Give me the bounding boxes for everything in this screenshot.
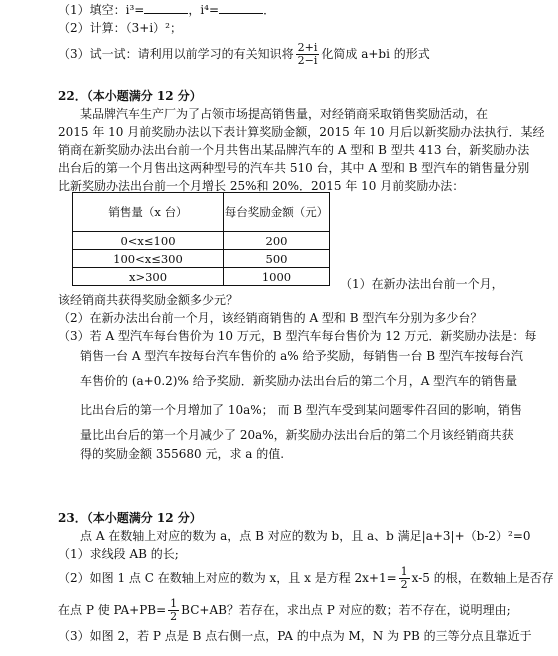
table-row: [73, 250, 330, 268]
q22-body-line: 2015 年 10 月前奖励办法以下表计算奖励金额，2015 年 10 月后以新奖励办法执行．某经: [58, 125, 545, 139]
q21-part3: （3）试一试：请利用以前学习的有关知识将 $\frac{2+i}{2-i}$ 化简成 a+bi 的形式: [58, 41, 430, 67]
q22-part3-line: 比出台后的第一个月增加了 10a%； 而 B 型汽车受到某问题零件召回的影响，销售: [80, 403, 522, 417]
q23-intro: 点 A 在数轴上对应的数为 a，点 B 对应的数为 b，且 a、b 满足|a+3|+（b-2）²=0: [80, 529, 531, 543]
q22-body-line: 销商在新奖励办法出台前一个月共售出某品牌汽车的 A 型和 B 型共 413 台，新奖励办法: [58, 143, 530, 157]
q23-title: 23．（本小题满分 12 分）: [58, 511, 202, 525]
table-cell: 0<x≤100: [73, 232, 224, 250]
q22-part3-line: 销售一台 A 型汽车按每台汽车售价的 a% 给予奖励，每销售一台 B 型汽车按每台汽: [80, 349, 523, 363]
q22-body-line: 某品牌汽车生产厂为了占领市场提高销售量，对经销商采取销售奖励活动，在: [80, 107, 489, 121]
q22-body-line: 比新奖励办法出台前一个月增长 25%和 20%．2015 年 10 月前奖励办法：: [58, 179, 465, 193]
q23-part2-cont: 在点 P 使 PA+PB= $\frac{1}{2}$ BC+AB？若存在，求出点 P 对应的数；若不存在，说明理由;: [58, 597, 511, 623]
q22-part3-line: 量比出台后的第一个月减少了 20a%，新奖励办法出台后的第二个月该经销商共获: [80, 428, 514, 442]
fraction: $\frac{1}{2}$: [400, 565, 408, 591]
reward-table: [72, 192, 330, 286]
answer-blank-2[interactable]: [219, 2, 263, 14]
table-row: [73, 268, 330, 286]
q23-part1: （1）求线段 AB 的长;: [58, 547, 179, 561]
table-cell: 100<x≤300: [73, 250, 224, 268]
fraction: $\frac{1}{2}$: [170, 597, 178, 623]
q21-part2: （2）计算：（3+i）²；: [58, 21, 182, 35]
q22-body-line: 出台后的第一个月售出这两种型号的汽车共 510 台，其中 A 型和 B 型汽车的销售量分别: [58, 161, 530, 175]
fraction: $\frac{2+i}{2-i}$: [297, 41, 318, 67]
q22-title: 22．（本小题满分 12 分）: [58, 89, 202, 103]
q21-part1: （1）填空：i³= ，i⁴= ．: [58, 3, 276, 17]
q22-part3-line: （3）若 A 型汽车每台售价为 10 万元，B 型汽车每台售价为 12 万元．新奖励办法是：每: [58, 329, 537, 343]
table-cell: 1000: [224, 268, 330, 286]
table-cell: 200: [224, 232, 330, 250]
table-header-row: [73, 193, 330, 232]
q23-part2: （2）如图 1 点 C 在数轴上对应的数为 x，且 x 是方程 2x+1= $\frac{1}{2}$ x-5 的根，在数轴上是否存: [58, 565, 554, 591]
q23-part3: （3）如图 2，若 P 点是 B 点右侧一点，PA 的中点为 M，N 为 PB 的三等分点且靠近于: [58, 629, 532, 643]
q22-part1: （1）在新办法出台前一个月，: [340, 277, 504, 291]
answer-blank-1[interactable]: [144, 2, 188, 14]
table-header: 销售量（x 台）: [73, 193, 224, 232]
table-row: [73, 232, 330, 250]
q22-part1-cont: 该经销商共获得奖励金额多少元？: [58, 293, 239, 307]
table-cell: 500: [224, 250, 330, 268]
table-header: 每台奖励金额（元）: [224, 193, 330, 232]
table-cell: x>300: [73, 268, 224, 286]
q22-part2: （2）在新办法出台前一个月，该经销商销售的 A 型和 B 型汽车分别为多少台？: [58, 311, 483, 325]
q22-part3-line: 得的奖励金额 355680 元，求 a 的值.: [80, 447, 285, 461]
q22-part3-line: 车售价的 (a+0.2)% 给予奖励．新奖励办法出台后的第二个月，A 型汽车的销售量: [80, 374, 518, 388]
